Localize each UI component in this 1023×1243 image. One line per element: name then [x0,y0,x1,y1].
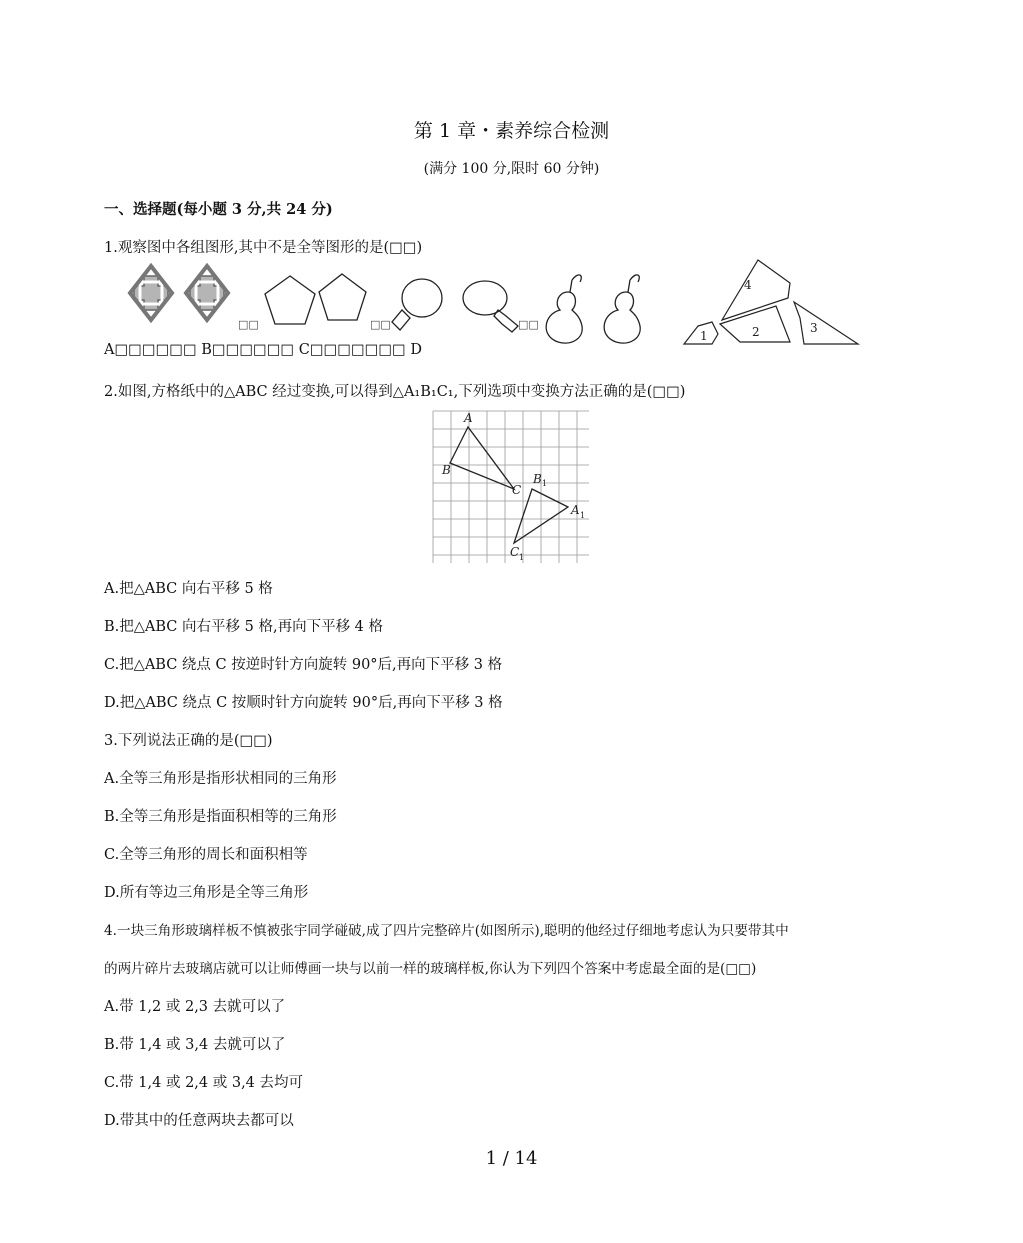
label-b1-sub: 1 [542,479,548,488]
question-2-option-b: B.把△ABC 向右平移 5 格,再向下平移 4 格 [104,619,384,635]
question-1-stem: 1.观察图中各组图形,其中不是全等图形的是(□□) [104,240,423,256]
question-2-option-a: A.把△ABC 向右平移 5 格 [104,581,273,597]
question-1-options: A□□□□□□ B□□□□□□ C□□□□□□□ D [104,342,422,358]
glass-pieces-figure [684,260,858,344]
question-2-option-d: D.把△ABC 绕点 C 按顺时针方向旋转 90°后,再向下平移 3 格 [104,695,503,711]
question-4-option-c: C.带 1,4 或 2,4 或 3,4 去均可 [104,1075,304,1091]
label-a1: A [571,503,580,517]
triangle-abc [450,427,514,489]
label-a1-sub: 1 [580,511,586,520]
glass-piece-3 [794,302,858,344]
label-c1-sub: 1 [519,553,525,562]
label-c: C [512,483,522,497]
question-2-option-c: C.把△ABC 绕点 C 按逆时针方向旋转 90°后,再向下平移 3 格 [104,657,503,673]
question-4-option-b: B.带 1,4 或 3,4 去就可以了 [104,1037,286,1053]
question-3-option-d: D.所有等边三角形是全等三角形 [104,885,309,901]
label-c1: C [510,545,520,559]
pentagon-shape-b2 [319,274,366,320]
pentagon-shape-b1 [265,276,315,324]
emblem-shape-a2 [186,266,228,320]
q1-box-mark-2: □□ [370,318,391,331]
piece-label-2: 2 [752,325,760,339]
piece-label-1: 1 [700,329,708,343]
label-b: B [442,463,451,477]
page-title: 第 1 章・素养综合检测 [413,120,610,142]
page-subtitle: (满分 100 分,限时 60 分钟) [423,161,600,177]
section-heading: 一、选择题(每小题 3 分,共 24 分) [104,201,333,218]
question-3-option-b: B.全等三角形是指面积相等的三角形 [104,809,337,825]
paddle-shape-c1 [392,279,442,330]
piece-label-3: 3 [810,321,818,335]
emblem-shape-a1 [130,266,172,320]
question-2-stem: 2.如图,方格纸中的△ABC 经过变换,可以得到△A₁B₁C₁,下列选项中变换方法正确的是(□□) [104,384,686,400]
page-number: 1 / 14 [485,1148,538,1169]
paddle-shape-c2 [463,281,518,332]
q1-box-mark-3: □□ [518,318,539,331]
q1-box-mark-1: □□ [238,318,259,331]
question-4-option-d: D.带其中的任意两块去都可以 [104,1113,294,1129]
gourd-shape-d1 [546,275,582,343]
grid-figure [432,410,592,564]
label-b1: B [533,472,542,486]
label-a: A [464,411,473,425]
q1-figure-row [100,258,880,350]
question-4-stem-line-1: 4.一块三角形玻璃样板不慎被张宇同学碰破,成了四片完整碎片(如图所示),聪明的他经过仔细地考虑认为只要带其中 [104,923,789,939]
question-4-stem-line-2: 的两片碎片去玻璃店就可以让师傅画一块与以前一样的玻璃样板,你认为下列四个答案中考虑最全面的是(□□) [104,961,757,977]
piece-label-4: 4 [744,278,752,292]
gourd-shape-d2 [604,275,640,343]
question-3-option-a: A.全等三角形是指形状相同的三角形 [104,771,337,787]
question-4-option-a: A.带 1,2 或 2,3 去就可以了 [104,999,286,1015]
question-3-stem: 3.下列说法正确的是(□□) [104,733,273,749]
question-3-option-c: C.全等三角形的周长和面积相等 [104,847,308,863]
glass-piece-4 [722,260,790,320]
